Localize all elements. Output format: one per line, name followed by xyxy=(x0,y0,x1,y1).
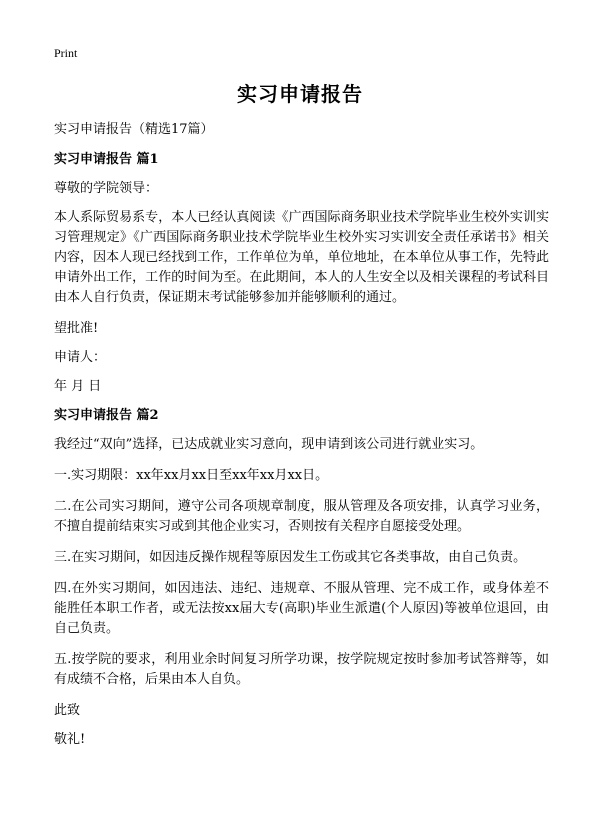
closing-line: 此致 xyxy=(54,703,81,718)
salutation: 尊敬的学院领导： xyxy=(54,181,159,196)
print-label: Print xyxy=(54,46,78,60)
date-line: 年 月 日 xyxy=(54,379,102,394)
body-paragraph: 三.在实习期间，如因违反操作规程等原因发生工伤或其它各类事故，由自己负责。 xyxy=(54,550,527,565)
section-heading-2: 实习申请报告 篇2 xyxy=(54,408,159,423)
document-subtitle: 实习申请报告（精选17篇） xyxy=(54,122,214,137)
body-paragraph: 我经过“双向”选择，已达成就业实习意向，现申请到该公司进行就业实习。 xyxy=(54,437,484,452)
section-heading-1: 实习申请报告 篇1 xyxy=(54,152,159,167)
body-paragraph: 二.在公司实习期间，遵守公司各项规章制度，服从管理及各项安排，认真学习业务，不擅自提前结束实习或到其他企业实习，否则按有关程序自愿接受处理。 xyxy=(54,499,549,534)
body-paragraph: 一.实习期限：xx年xx月xx日至xx年xx月xx日。 xyxy=(54,468,329,483)
closing-salute: 敬礼! xyxy=(54,732,86,747)
body-paragraph: 本人系际贸易系专，本人已经认真阅读《广西国际商务职业技术学院毕业生校外实训实习管理规定》《广西国际商务职业技术学院毕业生校外实习实训安全责任承诺书》相关内容，因本人现已经找到工作，工作单位为单，单位地址，在本单位从事工作，先特此申请外出工作，工作的时间为至。在此期间，本人的人生安全以及相关课程的考试科目由本人自行负责，保证期末考试能够参加并能够顺利的通过。 xyxy=(54,210,549,305)
body-paragraph: 四.在外实习期间，如因违法、违纪、违规章、不服从管理、完不成工作，或身体差不能胜任本职工作者，或无法按xx届大专(高职)毕业生派遣(个人原因)等被单位退回，由自己负责。 xyxy=(54,581,549,636)
body-paragraph: 五.按学院的要求，利用业余时间复习所学功课，按学院规定按时参加考试答辩等，如有成绩不合格，后果由本人自负。 xyxy=(54,652,549,687)
page-title: 实习申请报告 xyxy=(237,82,363,106)
applicant-line: 申请人： xyxy=(54,350,107,365)
closing-request: 望批准! xyxy=(54,321,99,336)
document-body xyxy=(54,120,549,759)
